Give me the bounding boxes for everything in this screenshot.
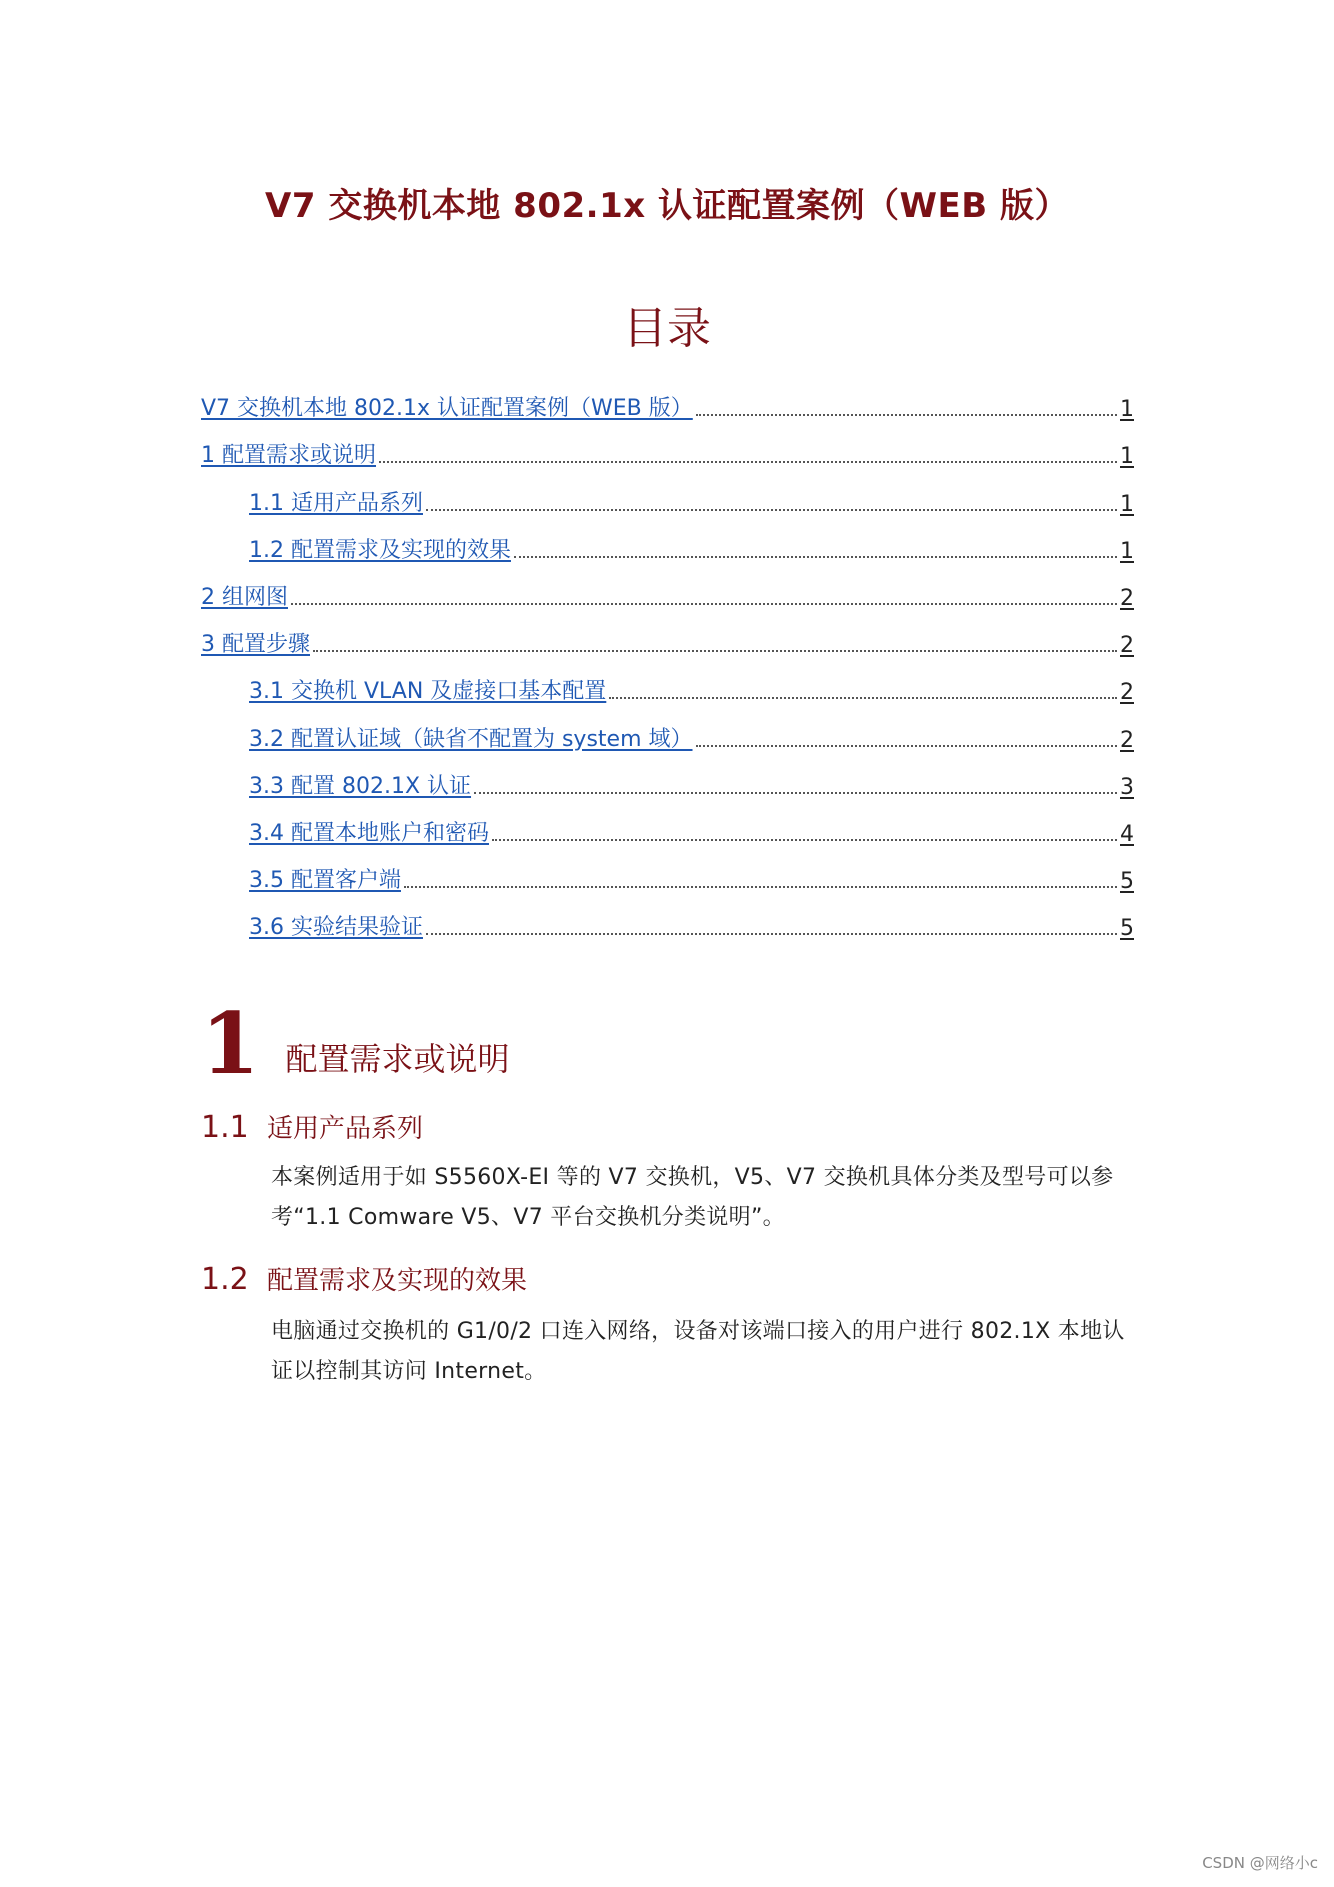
document-title: V7 交换机本地 802.1x 认证配置案例（WEB 版） xyxy=(265,186,1069,226)
toc-entry[interactable] xyxy=(201,705,1134,752)
toc-leader-dots xyxy=(313,649,1117,652)
toc-page-number[interactable]: 4 xyxy=(1120,821,1134,847)
chapter-title: 配置需求或说明 xyxy=(285,1040,510,1078)
toc-page-number[interactable]: 5 xyxy=(1120,869,1134,895)
toc-link[interactable]: 1.2 配置需求及实现的效果 xyxy=(249,537,511,563)
toc-entry[interactable] xyxy=(201,422,1134,469)
toc-page-number[interactable]: 2 xyxy=(1120,585,1134,611)
toc-entry[interactable] xyxy=(201,564,1134,611)
toc-leader-dots xyxy=(291,602,1117,605)
toc-entry[interactable] xyxy=(201,894,1134,941)
toc-link[interactable]: 1.1 适用产品系列 xyxy=(249,490,423,516)
toc-entry[interactable] xyxy=(201,658,1134,705)
toc-page-number[interactable]: 3 xyxy=(1120,774,1134,800)
toc-link[interactable]: 3 配置步骤 xyxy=(201,632,310,658)
toc-entry[interactable] xyxy=(201,611,1134,658)
section-title: 适用产品系列 xyxy=(267,1114,424,1144)
toc-page-number[interactable]: 1 xyxy=(1120,444,1134,470)
section-body: 本案例适用于如 S5560X-EI 等的 V7 交换机，V5、V7 交换机具体分类及型号可以参考“1.1 Comware V5、V7 平台交换机分类说明”。 xyxy=(271,1165,1114,1230)
toc-leader-dots xyxy=(474,791,1117,794)
toc-leader-dots xyxy=(426,932,1117,935)
toc-page-number[interactable]: 2 xyxy=(1120,633,1134,659)
toc-entry[interactable] xyxy=(201,469,1134,516)
section-title: 配置需求及实现的效果 xyxy=(267,1266,528,1296)
toc-page-number[interactable]: 1 xyxy=(1120,491,1134,517)
toc-link[interactable]: 1 配置需求或说明 xyxy=(201,443,376,469)
section-heading xyxy=(201,1108,423,1145)
toc-leader-dots xyxy=(514,555,1117,558)
toc-link[interactable]: 2 组网图 xyxy=(201,584,288,610)
section-body: 电脑通过交换机的 G1/0/2 口连入网络，设备对该端口接入的用户进行 802.1X 本地认证以控制其访问 Internet。 xyxy=(271,1319,1125,1384)
table-of-contents xyxy=(201,375,1134,941)
toc-heading: 目录 xyxy=(623,303,711,354)
toc-link[interactable]: V7 交换机本地 802.1x 认证配置案例（WEB 版） xyxy=(201,396,693,422)
toc-page-number[interactable]: 2 xyxy=(1120,727,1134,753)
watermark: CSDN @网络小c xyxy=(1202,1854,1318,1872)
toc-entry[interactable] xyxy=(201,800,1134,847)
toc-link[interactable]: 3.6 实验结果验证 xyxy=(249,915,423,941)
toc-leader-dots xyxy=(696,744,1117,747)
chapter-heading xyxy=(201,994,510,1093)
toc-page-number[interactable]: 5 xyxy=(1120,916,1134,942)
toc-entry[interactable] xyxy=(201,753,1134,800)
toc-link[interactable]: 3.3 配置 802.1X 认证 xyxy=(249,773,472,799)
toc-page-number[interactable]: 1 xyxy=(1120,397,1134,423)
toc-leader-dots xyxy=(379,460,1117,463)
section-heading xyxy=(201,1260,527,1297)
toc-leader-dots xyxy=(426,508,1117,511)
toc-entry[interactable] xyxy=(201,375,1134,422)
toc-link[interactable]: 3.2 配置认证域（缺省不配置为 system 域） xyxy=(249,726,693,752)
toc-leader-dots xyxy=(696,413,1117,416)
chapter-number: 1 xyxy=(201,994,260,1093)
section-number: 1.1 xyxy=(201,1110,249,1145)
toc-link[interactable]: 3.4 配置本地账户和密码 xyxy=(249,820,489,846)
toc-page-number[interactable]: 1 xyxy=(1120,538,1134,564)
toc-link[interactable]: 3.5 配置客户端 xyxy=(249,868,401,894)
toc-page-number[interactable]: 2 xyxy=(1120,680,1134,706)
toc-leader-dots xyxy=(492,838,1117,841)
toc-leader-dots xyxy=(609,696,1117,699)
toc-link[interactable]: 3.1 交换机 VLAN 及虚接口基本配置 xyxy=(249,679,607,705)
toc-entry[interactable] xyxy=(201,847,1134,894)
toc-entry[interactable] xyxy=(201,517,1134,564)
toc-leader-dots xyxy=(404,885,1117,888)
section-number: 1.2 xyxy=(201,1262,249,1297)
